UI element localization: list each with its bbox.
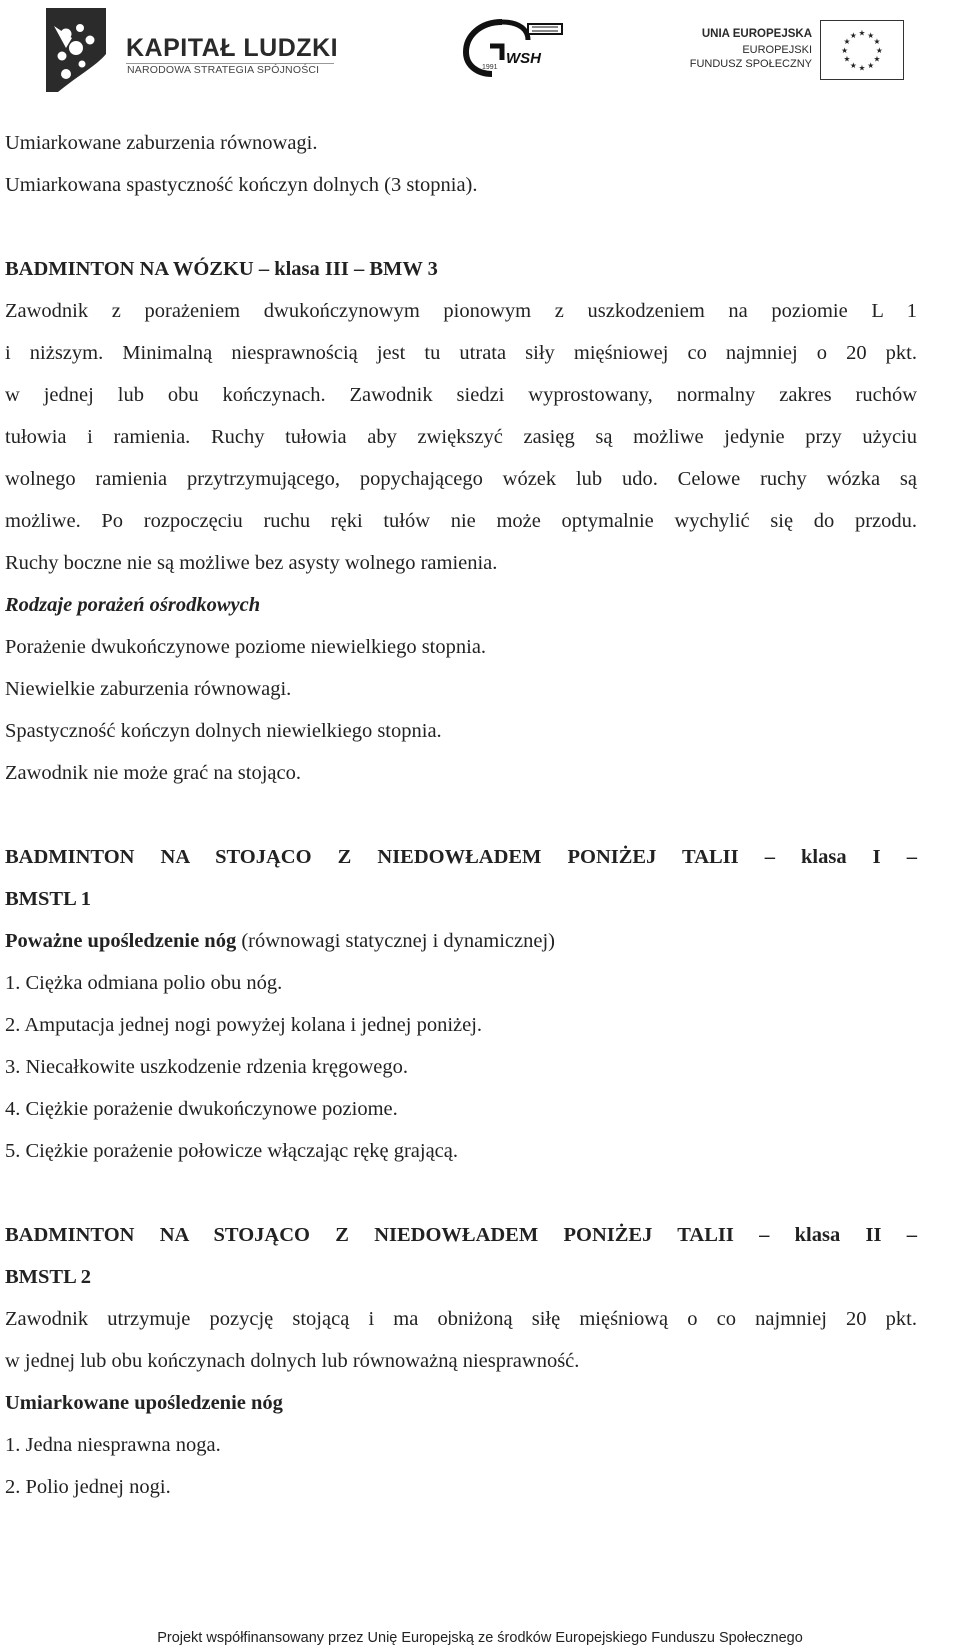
text-line: [5, 920, 917, 962]
section-heading: BADMINTON NA STOJĄCO Z NIEDOWŁADEM PONIŻEJ TALII – klasa II –: [5, 1224, 917, 1246]
bold-lead: Poważne upośledzenie nóg: [5, 930, 237, 952]
section-heading: BADMINTON NA STOJĄCO Z NIEDOWŁADEM PONIŻEJ TALII – klasa I –: [5, 846, 917, 868]
text-line: Porażenie dwukończynowe poziome niewielkiego stopnia.: [5, 636, 487, 658]
text-line: Zawodnik nie może grać na stojąco.: [5, 762, 301, 784]
subheading: Umiarkowane upośledzenie nóg: [5, 1392, 283, 1414]
eu-line-1: UNIA EUROPEJSKA: [701, 28, 812, 40]
section-heading: BMSTL 2: [5, 1266, 92, 1288]
kapital-ludzki-mark-icon: [36, 4, 118, 96]
paragraph-line: tułowia i ramienia. Ruchy tułowia aby zwiększyć zasięg są możliwe jedynie przy użyciu: [5, 426, 917, 448]
text-line: Niewielkie zaburzenia równowagi.: [5, 678, 292, 700]
svg-text:★: ★: [873, 37, 881, 47]
text-line: Umiarkowana spastyczność kończyn dolnych (3 stopnia).: [5, 174, 478, 196]
paragraph-line: Zawodnik utrzymuje pozycję stojącą i ma obniżoną siłę mięśniową o co najmniej 20 pkt.: [5, 1308, 917, 1330]
subheading: Rodzaje porażeń ośrodkowych: [5, 594, 261, 616]
text-line: Spastyczność kończyn dolnych niewielkiego stopnia.: [5, 720, 442, 742]
eu-flag-icon: [820, 20, 904, 80]
paragraph-line: wolnego ramienia przytrzymującego, popychającego wózek lub udo. Celowe ruchy wózka są: [5, 468, 917, 490]
wsh-text: WSH: [506, 50, 541, 67]
svg-text:★: ★: [858, 63, 866, 73]
document-body: [5, 122, 917, 1508]
svg-text:★: ★: [849, 30, 857, 40]
section-heading: BADMINTON NA WÓZKU – klasa III – BMW 3: [5, 258, 438, 280]
page-header: [0, 0, 960, 100]
paragraph-line: i niższym. Minimalną niesprawnością jest tu utrata siły mięśniowej co najmniej o 20 pkt.: [5, 342, 917, 364]
list-item: 3. Niecałkowite uszkodzenie rdzenia kręgowego.: [5, 1056, 409, 1078]
svg-text:★: ★: [849, 60, 857, 70]
paragraph-line: Zawodnik z porażeniem dwukończynowym pionowym z uszkodzeniem na poziomie L 1: [5, 300, 917, 322]
list-item: 1. Jedna niesprawna noga.: [5, 1434, 221, 1456]
svg-text:★: ★: [843, 37, 851, 47]
svg-text:★: ★: [867, 60, 875, 70]
paragraph-line: możliwe. Po rozpoczęciu ruchu ręki tułów nie może optymalnie wychylić się do przodu.: [5, 510, 917, 532]
lead-rest: (równowagi statycznej i dynamicznej): [236, 930, 555, 952]
list-item: 1. Ciężka odmiana polio obu nóg.: [5, 972, 283, 994]
svg-text:★: ★: [843, 54, 851, 64]
svg-text:★: ★: [875, 45, 883, 55]
page-footer: Projekt współfinansowany przez Unię Europejską ze środków Europejskiego Funduszu Społecznego: [157, 1630, 803, 1646]
kapital-ludzki-logo: [36, 4, 339, 96]
svg-text:★: ★: [873, 54, 881, 64]
text-line: Umiarkowane zaburzenia równowagi.: [5, 132, 318, 154]
kapital-ludzki-title: KAPITAŁ LUDZKI: [126, 34, 339, 62]
list-item: 2. Polio jednej nogi.: [5, 1476, 171, 1498]
paragraph-line: Ruchy boczne nie są możliwe bez asysty wolnego ramienia.: [5, 552, 498, 574]
eu-line-2: EUROPEJSKI: [742, 44, 812, 56]
svg-text:★: ★: [858, 28, 866, 38]
paragraph-line: w jednej lub obu kończynach. Zawodnik siedzi wyprostowany, normalny zakres ruchów: [5, 384, 917, 406]
svg-text:★: ★: [841, 45, 849, 55]
list-item: 4. Ciężkie porażenie dwukończynowe poziome.: [5, 1098, 398, 1120]
wsh-year: 1991: [482, 64, 498, 71]
svg-text:★: ★: [867, 30, 875, 40]
wsh-logo-icon: [462, 16, 572, 78]
list-item: 5. Ciężkie porażenie połowicze włączając rękę grającą.: [5, 1140, 459, 1162]
list-item: 2. Amputacja jednej nogi powyżej kolana i jednej poniżej.: [5, 1014, 483, 1036]
section-heading: BMSTL 1: [5, 888, 92, 910]
eu-line-3: FUNDUSZ SPOŁECZNY: [689, 58, 812, 70]
paragraph-line: w jednej lub obu kończynach dolnych lub równoważną niesprawność.: [5, 1350, 580, 1372]
kapital-ludzki-subtitle: NARODOWA STRATEGIA SPÓJNOŚCI: [127, 64, 320, 76]
eu-logo: [690, 20, 930, 86]
